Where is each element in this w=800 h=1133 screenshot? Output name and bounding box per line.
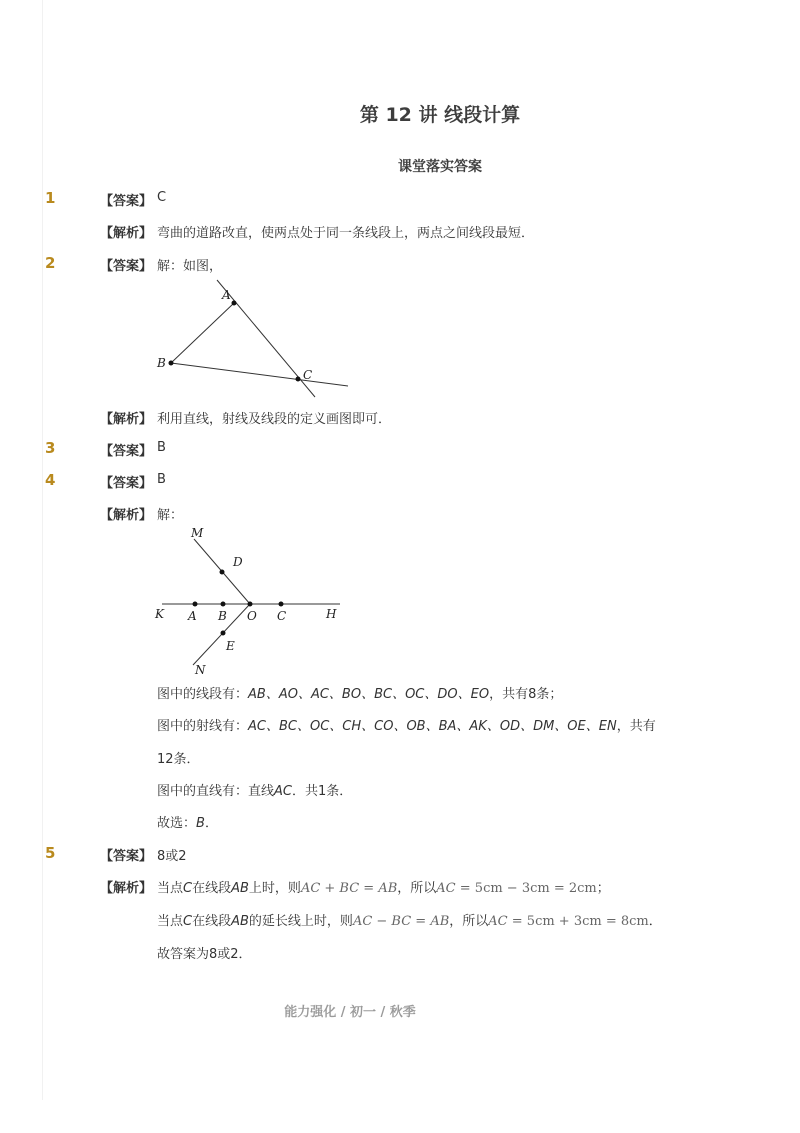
- point-c: [296, 377, 301, 382]
- segments-suffix: ，共有8条；: [489, 687, 563, 702]
- label-b: B: [218, 609, 227, 623]
- point-o: [248, 602, 253, 607]
- segment-name: AB: [231, 914, 249, 929]
- label-o: O: [247, 609, 257, 623]
- q4-analysis-intro: 解：: [157, 508, 184, 523]
- lines-name: AC: [274, 784, 292, 799]
- q1-analysis: 弯曲的道路改直，使两点处于同一条线段上，两点之间线段最短．: [157, 226, 535, 241]
- label-h: H: [326, 607, 337, 621]
- q5-analysis-line3: 故答案为8或2．: [157, 947, 252, 962]
- equation: AC − BC = AB: [352, 914, 450, 929]
- q5-analysis-line1: [157, 877, 610, 896]
- text: ，所以: [449, 914, 489, 929]
- analysis-tag: 【解析】: [100, 412, 153, 427]
- label-c: C: [277, 609, 287, 623]
- calc: = 5cm + 3cm = 8cm: [507, 914, 649, 929]
- calc-var: AC: [488, 914, 508, 929]
- ray-b-through-c: [171, 363, 348, 386]
- analysis-tag: 【解析】: [100, 881, 153, 896]
- q2-analysis: 利用直线，射线及线段的定义画图即可．: [157, 412, 392, 427]
- question-number-5: 5: [45, 844, 56, 862]
- q5-answer: 8或2: [157, 849, 187, 864]
- equation: AC + BC = AB: [300, 881, 398, 896]
- point-name: C: [183, 881, 193, 896]
- question-number-4: 4: [45, 471, 56, 489]
- q3-answer: B: [157, 440, 166, 455]
- q4-answer: B: [157, 472, 166, 487]
- label-n: N: [195, 663, 206, 677]
- label-d: D: [233, 555, 243, 569]
- text: ，所以: [397, 881, 437, 896]
- lines-suffix: ．共1条．: [292, 784, 353, 799]
- point-a: [232, 301, 237, 306]
- text: 在线段: [192, 881, 232, 896]
- q5-analysis-line2: [157, 910, 662, 929]
- q1-answer: C: [157, 190, 167, 205]
- q4-rays-count: 12条．: [157, 752, 200, 767]
- q4-lines-line: [157, 780, 352, 799]
- segment-name: AB: [231, 881, 249, 896]
- label-e: E: [226, 639, 235, 653]
- page-subtitle: 课堂落实答案: [398, 159, 482, 175]
- answer-tag: 【答案】: [100, 259, 153, 274]
- analysis-tag: 【解析】: [100, 226, 153, 241]
- question-number-3: 3: [45, 439, 56, 457]
- point-b: [169, 361, 174, 366]
- text: 上时，则: [248, 881, 301, 896]
- q4-choice-line: [157, 812, 218, 831]
- segments-list: AB、AO、AC、BO、BC、OC、DO、EO: [248, 687, 490, 702]
- q4-segments-line: [157, 683, 562, 702]
- answer-tag: 【答案】: [100, 194, 153, 209]
- q2-triangle-figure: [150, 275, 360, 405]
- page-title: 第 12 讲 线段计算: [359, 104, 521, 126]
- label-b: B: [157, 356, 166, 370]
- point-a: [193, 602, 198, 607]
- analysis-tag: 【解析】: [100, 508, 153, 523]
- label-a: A: [222, 288, 231, 302]
- text: 的延长线上时，则: [248, 914, 353, 929]
- choice-prefix: 故选：: [157, 816, 197, 831]
- rays-prefix: 图中的射线有：: [157, 719, 249, 734]
- choice-suffix: ．: [204, 816, 218, 831]
- answer-tag: 【答案】: [100, 849, 153, 864]
- text: ．: [648, 914, 662, 929]
- text: 当点: [157, 914, 184, 929]
- question-number-1: 1: [45, 189, 56, 207]
- page-footer: 能力强化 / 初一 / 秋季: [284, 1005, 416, 1020]
- point-b: [221, 602, 226, 607]
- label-a: A: [188, 609, 197, 623]
- segments-prefix: 图中的线段有：: [157, 687, 249, 702]
- answer-tag: 【答案】: [100, 444, 153, 459]
- label-m: M: [191, 526, 204, 540]
- calc-var: AC: [436, 881, 456, 896]
- text: 在线段: [192, 914, 232, 929]
- q4-lines-figure: [150, 522, 350, 682]
- label-k: K: [155, 607, 164, 621]
- rays-list: AC、BC、OC、CH、CO、OB、BA、AK、OD、DM、OE、EN: [248, 719, 617, 734]
- segment-ab: [171, 303, 234, 363]
- label-c: C: [303, 368, 313, 382]
- lines-prefix: 图中的直线有：直线: [157, 784, 275, 799]
- point-d: [220, 570, 225, 575]
- choice-value: B: [196, 816, 205, 831]
- answer-tag: 【答案】: [100, 476, 153, 491]
- text: 当点: [157, 881, 184, 896]
- question-number-2: 2: [45, 254, 56, 272]
- q2-answer: 解：如图，: [157, 259, 223, 274]
- rays-suffix: ，共有: [616, 719, 656, 734]
- point-c: [279, 602, 284, 607]
- text: ；: [596, 881, 610, 896]
- calc: = 5cm − 3cm = 2cm: [455, 881, 597, 896]
- point-name: C: [183, 914, 193, 929]
- q4-rays-line: [157, 715, 656, 734]
- point-e: [221, 631, 226, 636]
